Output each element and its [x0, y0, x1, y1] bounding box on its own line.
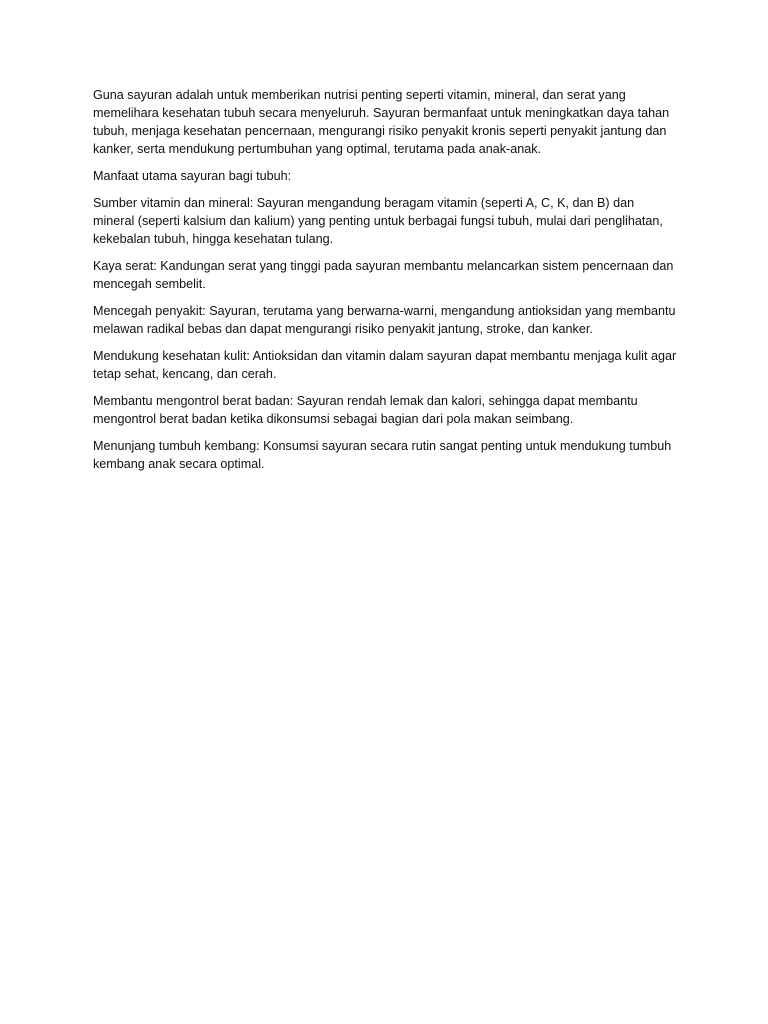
benefits-heading: Manfaat utama sayuran bagi tubuh:: [93, 169, 292, 183]
benefit-weight-control: Membantu mengontrol berat badan: Sayuran rendah lemak dan kalori, sehingga dapat membantu mengontrol berat badan ketika dikonsumsi sebagai bagian dari pola makan seimbang.: [93, 394, 638, 426]
document-body: [93, 86, 677, 482]
intro-paragraph: Guna sayuran adalah untuk memberikan nutrisi penting seperti vitamin, mineral, dan serat yang memelihara kesehatan tubuh secara menyeluruh. Sayuran bermanfaat untuk meningkatkan daya tahan tubuh, menjaga kesehatan pencernaan, mengurangi risiko penyakit kronis seperti penyakit jantung dan kanker, serta mendukung pertumbuhan yang optimal, terutama pada anak-anak.: [93, 88, 670, 156]
benefit-fiber: Kaya serat: Kandungan serat yang tinggi pada sayuran membantu melancarkan sistem pencernaan dan mencegah sembelit.: [93, 259, 674, 291]
benefit-growth: Menunjang tumbuh kembang: Konsumsi sayuran secara rutin sangat penting untuk mendukung tumbuh kembang anak secara optimal.: [93, 439, 672, 471]
benefit-disease-prevention: Mencegah penyakit: Sayuran, terutama yang berwarna-warni, mengandung antioksidan yang membantu melawan radikal bebas dan dapat mengurangi risiko penyakit jantung, stroke, dan kanker.: [93, 304, 676, 336]
benefit-skin-health: Mendukung kesehatan kulit: Antioksidan dan vitamin dalam sayuran dapat membantu menjaga kulit agar tetap sehat, kencang, dan cerah.: [93, 349, 677, 381]
benefit-vitamins-minerals: Sumber vitamin dan mineral: Sayuran mengandung beragam vitamin (seperti A, C, K, dan B) dan mineral (seperti kalsium dan kalium) yang penting untuk berbagai fungsi tubuh, mulai dari penglihatan, kekebalan tubuh, hingga kesehatan tulang.: [93, 196, 663, 246]
